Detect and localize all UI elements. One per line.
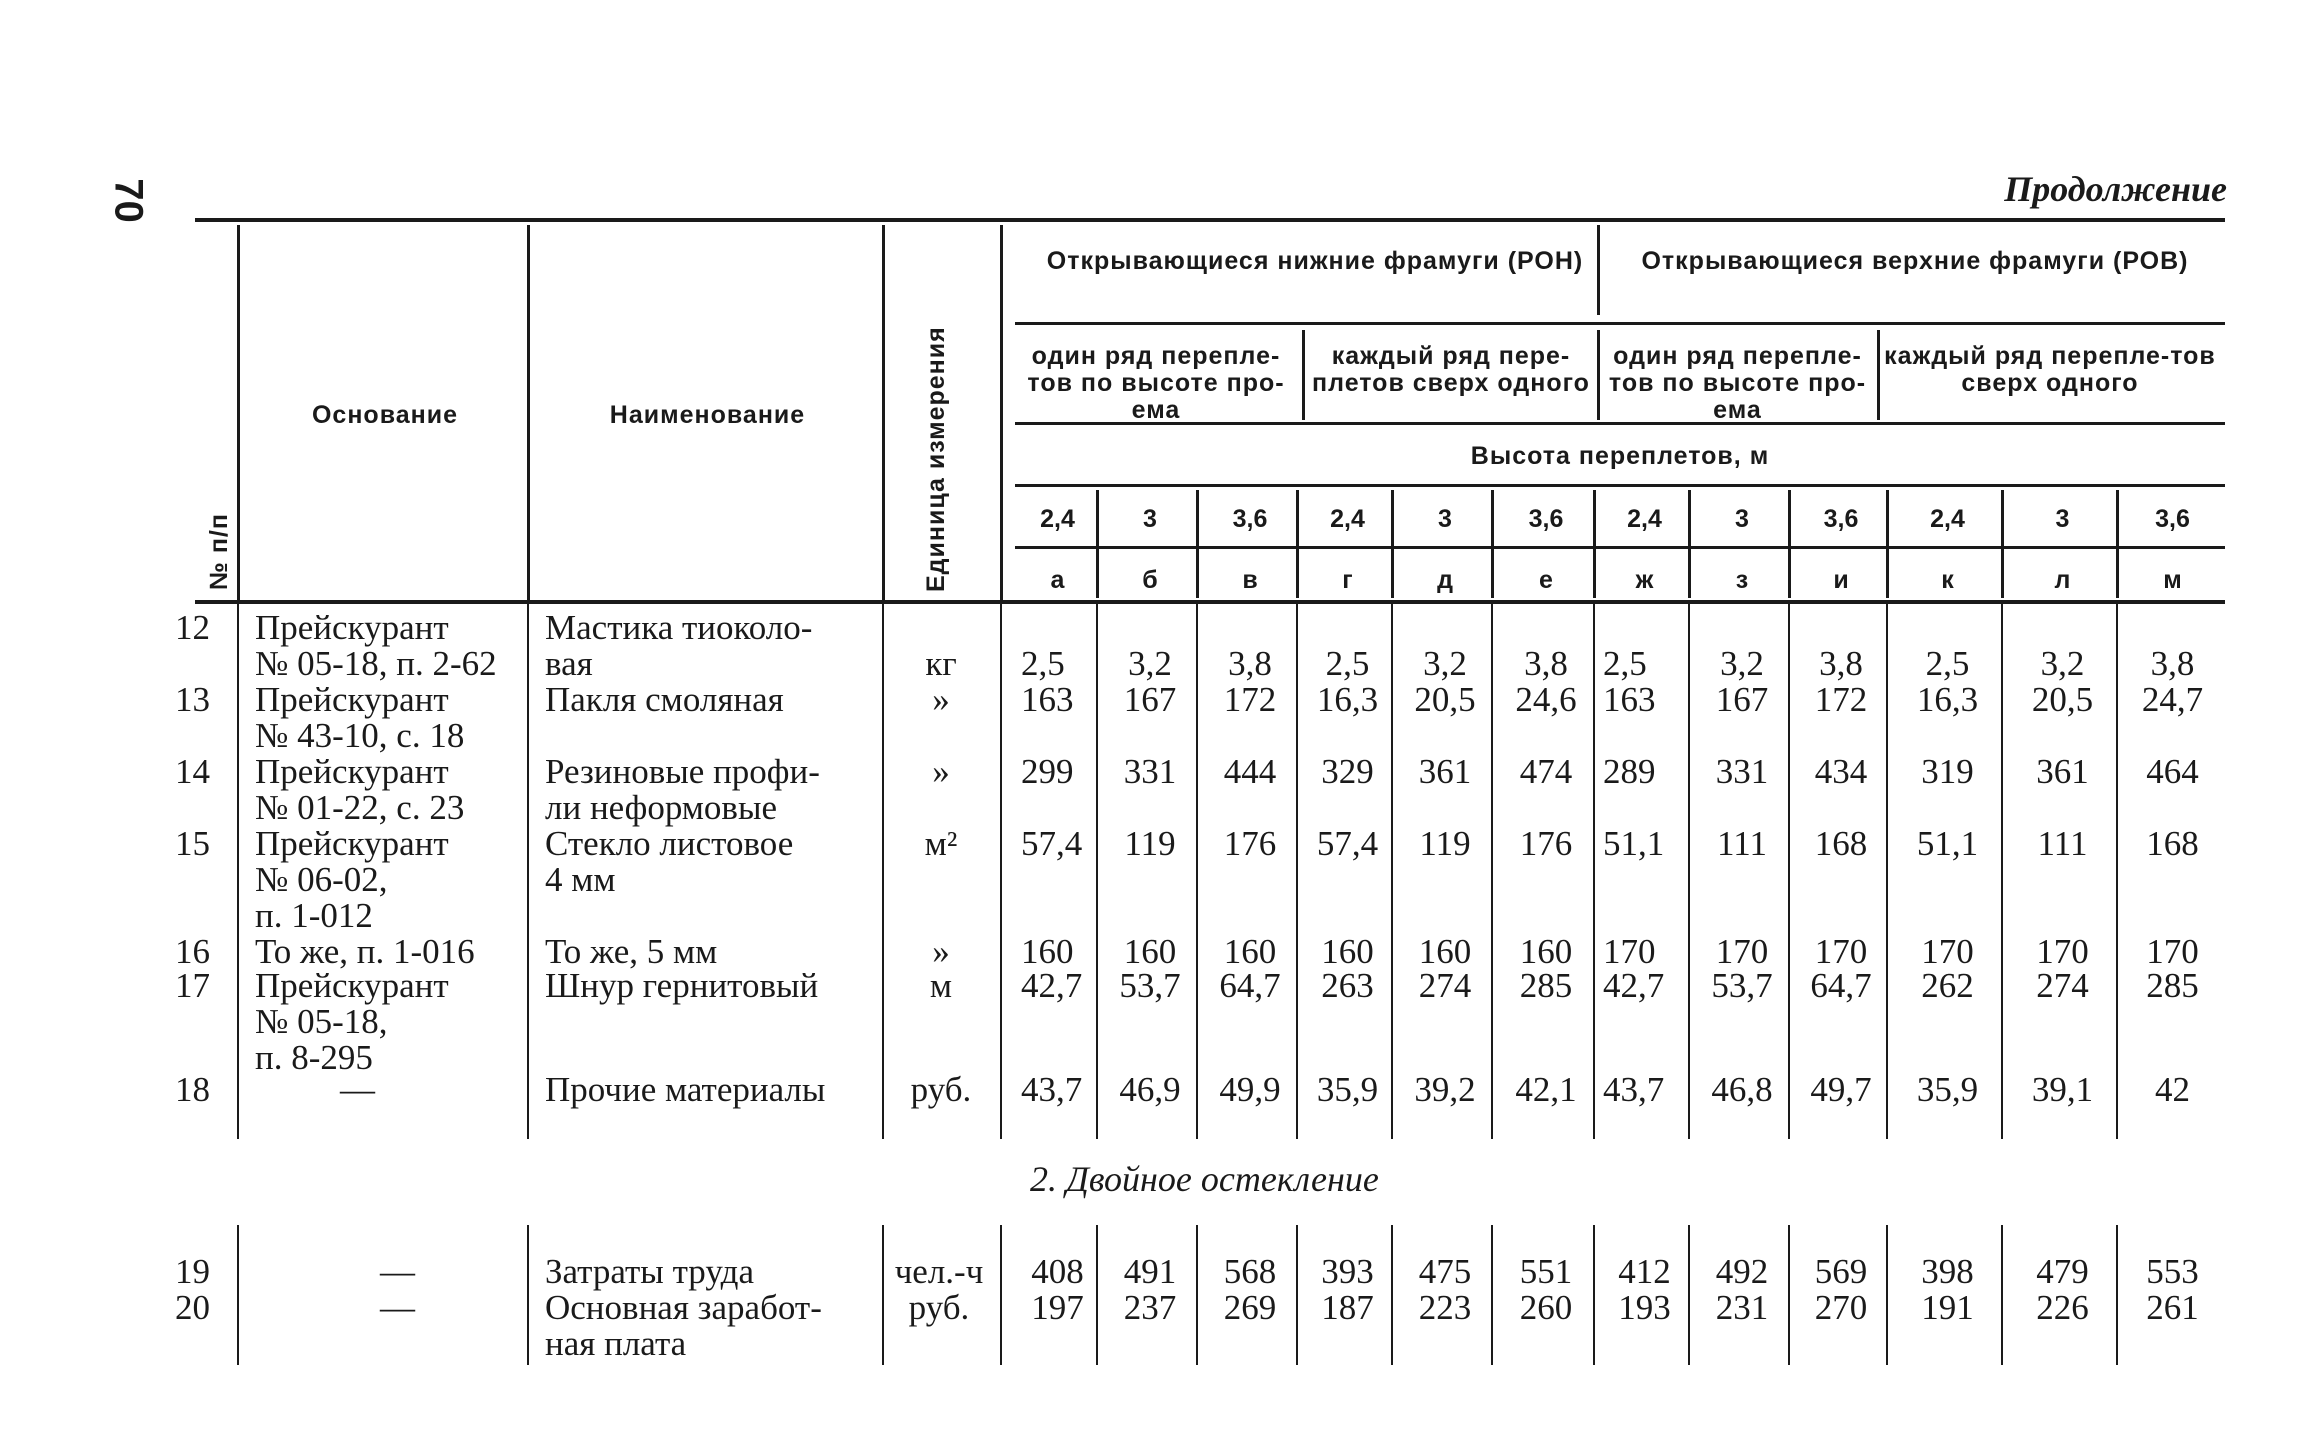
- row-unit: руб.: [908, 1288, 970, 1327]
- column-letter: и: [1833, 566, 1849, 594]
- height-label: 3: [1438, 505, 1452, 533]
- col-divider: [1593, 1225, 1595, 1365]
- col-divider: [1196, 1225, 1198, 1365]
- row-value: 64,7: [1810, 966, 1872, 1005]
- header-bottom-rule: [195, 600, 2225, 604]
- row-value: 24,7: [2141, 680, 2204, 719]
- row-number: 12: [175, 608, 210, 647]
- row-name: Прочие материалы: [545, 1070, 826, 1109]
- row-value: 197: [1031, 1288, 1084, 1327]
- height-label: 2,4: [1040, 505, 1075, 533]
- row-value: 170: [2036, 932, 2089, 971]
- column-letter: б: [1142, 566, 1158, 594]
- col-divider: [1296, 1225, 1298, 1365]
- row-name: Шнур гернитовый: [545, 966, 819, 1005]
- row-value: 16,3: [1916, 680, 1979, 719]
- row-value: 274: [1418, 966, 1472, 1005]
- row-basis: Прейскурант: [255, 608, 449, 647]
- column-letter: в: [1242, 566, 1258, 594]
- col-divider: [2001, 604, 2003, 1139]
- height-label: 3,6: [1823, 505, 1859, 533]
- row-value: 398: [1921, 1252, 1974, 1291]
- row-name: ли неформовые: [545, 788, 778, 827]
- row-unit: руб.: [910, 1070, 972, 1109]
- row-value: 170: [1921, 932, 1974, 971]
- row-value: 64,7: [1219, 966, 1281, 1005]
- row-value: 160: [1321, 932, 1374, 971]
- col-divider: [1688, 1225, 1690, 1365]
- col-divider: [1302, 330, 1305, 420]
- row-unit: »: [932, 680, 950, 719]
- column-letter: к: [1941, 566, 1954, 594]
- row-name: Резиновые профи-: [545, 752, 820, 791]
- row-unit: чел.-ч: [894, 1252, 984, 1291]
- col-divider: [1491, 1225, 1493, 1365]
- row-value: 319: [1921, 752, 1974, 791]
- row-value: 412: [1618, 1252, 1671, 1291]
- row-value: 331: [1123, 752, 1177, 791]
- row-value: 285: [1519, 966, 1573, 1005]
- col-divider: [1391, 490, 1394, 598]
- group-rule: [1015, 322, 2225, 325]
- section-title: 2. Двойное остекление: [1030, 1159, 1379, 1199]
- col-divider: [1196, 604, 1198, 1139]
- row-value: 3,8: [1524, 644, 1568, 683]
- header-name: Наименование: [609, 401, 806, 429]
- row-number: 15: [175, 824, 210, 863]
- row-name: Пакля смоляная: [545, 680, 784, 719]
- row-value: 24,6: [1515, 680, 1577, 719]
- table-top-rule: [195, 218, 2225, 222]
- row-value: 270: [1814, 1288, 1868, 1327]
- row-name: Стекло листовое: [545, 824, 794, 863]
- row-value: 163: [1603, 680, 1656, 719]
- row-value: 393: [1321, 1252, 1374, 1291]
- col-divider: [1688, 490, 1691, 598]
- row-basis: № 05-18,: [255, 1002, 388, 1041]
- row-value: 20,5: [2031, 680, 2094, 719]
- row-number: 18: [175, 1070, 210, 1109]
- row-value: 237: [1123, 1288, 1177, 1327]
- row-value: 569: [1814, 1252, 1868, 1291]
- continuation-label: Продолжение: [2004, 169, 2227, 209]
- row-value: 170: [2146, 932, 2199, 971]
- col-divider: [1096, 490, 1099, 598]
- row-value: 49,7: [1810, 1070, 1872, 1109]
- row-value: 160: [1519, 932, 1573, 971]
- col-divider: [1886, 1225, 1888, 1365]
- row-value: 160: [1123, 932, 1177, 971]
- col-divider: [237, 604, 239, 1139]
- row-number: 17: [175, 966, 210, 1005]
- col-divider: [1491, 490, 1494, 598]
- row-basis: Прейскурант: [255, 966, 449, 1005]
- row-value: 187: [1321, 1288, 1374, 1327]
- row-value: 35,9: [1916, 1070, 1979, 1109]
- row-unit: »: [932, 752, 950, 791]
- col-divider: [1597, 225, 1600, 315]
- row-name: Основная заработ-: [545, 1288, 822, 1327]
- col-divider: [2001, 1225, 2003, 1365]
- row-value: 35,9: [1316, 1070, 1379, 1109]
- col-divider: [1096, 604, 1098, 1139]
- row-value: 553: [2146, 1252, 2199, 1291]
- header-unit: Единица измерения: [922, 326, 950, 592]
- row-name: 4 мм: [545, 860, 616, 899]
- row-value: 361: [1418, 752, 1472, 791]
- col-divider: [1000, 225, 1003, 600]
- row-value: 172: [1814, 680, 1868, 719]
- column-letter: л: [2054, 566, 2071, 594]
- col-divider: [1688, 604, 1690, 1139]
- row-basis: № 01-22, с. 23: [255, 788, 465, 827]
- row-value: 289: [1603, 752, 1656, 791]
- row-unit: »: [932, 932, 950, 971]
- row-value: 329: [1321, 752, 1374, 791]
- row-value: 3,2: [1720, 644, 1764, 683]
- header-sub3: один ряд перепле-тов по высоте про-ема: [1608, 342, 1867, 424]
- row-value: 492: [1715, 1252, 1769, 1291]
- row-value: 3,8: [1819, 644, 1863, 683]
- row-value: 3,2: [1128, 644, 1172, 683]
- row-value: 262: [1921, 966, 1974, 1005]
- row-basis: № 05-18, п. 2-62: [255, 644, 497, 683]
- col-divider: [237, 225, 240, 600]
- col-divider: [1886, 604, 1888, 1139]
- row-value: 299: [1021, 752, 1074, 791]
- row-value: 191: [1921, 1288, 1974, 1327]
- col-divider: [882, 604, 884, 1139]
- row-value: 42: [2155, 1070, 2190, 1109]
- row-value: 172: [1223, 680, 1277, 719]
- row-value: 170: [1814, 932, 1868, 971]
- row-name: То же, 5 мм: [545, 932, 718, 971]
- row-number: 13: [175, 680, 210, 719]
- column-letter: ж: [1635, 566, 1654, 594]
- row-value: 361: [2036, 752, 2089, 791]
- row-value: 163: [1021, 680, 1074, 719]
- row-value: 53,7: [1119, 966, 1181, 1005]
- row-basis: п. 1-012: [255, 896, 373, 935]
- row-value: 226: [2036, 1288, 2089, 1327]
- row-value: 51,1: [1603, 824, 1665, 863]
- row-basis: То же, п. 1-016: [255, 932, 475, 971]
- col-divider: [1593, 604, 1595, 1139]
- row-value: 261: [2146, 1288, 2199, 1327]
- row-name: Мастика тиоколо-: [545, 608, 813, 647]
- row-value: 274: [2036, 966, 2089, 1005]
- header-sub1: один ряд перепле-тов по высоте про-ема: [1027, 342, 1285, 424]
- row-value: 43,7: [1603, 1070, 1665, 1109]
- header-sub2: каждый ряд пере-плетов сверх одного: [1312, 342, 1590, 397]
- col-divider: [882, 225, 885, 600]
- row-value: 285: [2146, 966, 2199, 1005]
- row-unit: м²: [924, 824, 958, 863]
- col-divider: [1788, 490, 1791, 598]
- row-value: 46,8: [1711, 1070, 1773, 1109]
- row-value: 260: [1519, 1288, 1573, 1327]
- row-value: 176: [1223, 824, 1277, 863]
- row-value: 491: [1123, 1252, 1177, 1291]
- row-unit: кг: [925, 644, 957, 683]
- height-label: 3,6: [1528, 505, 1564, 533]
- height-rule: [1015, 484, 2225, 487]
- row-value: 42,1: [1515, 1070, 1577, 1109]
- row-value: 160: [1418, 932, 1472, 971]
- col-divider: [1491, 604, 1493, 1139]
- row-value: 39,2: [1414, 1070, 1476, 1109]
- row-value: 49,9: [1219, 1070, 1281, 1109]
- header-group-roh: Открывающиеся нижние фрамуги (РОН): [1046, 247, 1584, 275]
- row-basis: —: [380, 1252, 415, 1291]
- col-divider: [237, 1225, 239, 1365]
- col-divider: [1000, 604, 1002, 1139]
- row-value: 53,7: [1711, 966, 1773, 1005]
- row-value: 16,3: [1316, 680, 1379, 719]
- col-divider: [527, 1225, 529, 1365]
- col-divider: [2116, 1225, 2118, 1365]
- height-label: 3: [1735, 505, 1749, 533]
- row-value: 3,8: [1228, 644, 1272, 683]
- row-value: 20,5: [1414, 680, 1476, 719]
- row-unit: м: [929, 966, 953, 1005]
- header-sub4: каждый ряд перепле-тов сверх одного: [1884, 342, 2216, 397]
- column-letter: д: [1437, 566, 1453, 594]
- row-name: вая: [545, 644, 593, 683]
- row-value: 167: [1715, 680, 1769, 719]
- col-divider: [2116, 490, 2119, 598]
- row-name: Затраты труда: [545, 1252, 754, 1291]
- row-value: 193: [1618, 1288, 1671, 1327]
- row-number: 20: [175, 1288, 210, 1327]
- col-divider: [1000, 1225, 1002, 1365]
- height-label: 3: [1143, 505, 1157, 533]
- row-value: 331: [1715, 752, 1769, 791]
- row-value: 111: [1717, 824, 1767, 863]
- row-basis: п. 8-295: [255, 1038, 373, 1077]
- col-divider: [1296, 490, 1299, 598]
- row-number: 16: [175, 932, 210, 971]
- height-label: 3,6: [2155, 505, 2190, 533]
- row-basis: № 43-10, с. 18: [255, 716, 465, 755]
- row-value: 119: [1419, 824, 1471, 863]
- row-number: 14: [175, 752, 210, 791]
- row-value: 568: [1223, 1252, 1277, 1291]
- col-divider: [527, 604, 529, 1139]
- row-basis: Прейскурант: [255, 680, 449, 719]
- row-value: 160: [1021, 932, 1074, 971]
- height-label: 2,4: [1930, 505, 1965, 533]
- row-value: 160: [1223, 932, 1277, 971]
- row-value: 3,2: [2040, 644, 2085, 683]
- row-value: 168: [2146, 824, 2199, 863]
- column-letter: з: [1735, 566, 1749, 594]
- row-name: ная плата: [545, 1324, 687, 1363]
- col-divider: [1886, 490, 1889, 598]
- row-value: 551: [1519, 1252, 1573, 1291]
- row-value: 57,4: [1316, 824, 1379, 863]
- row-value: 269: [1223, 1288, 1277, 1327]
- col-divider: [1096, 1225, 1098, 1365]
- column-letter: а: [1050, 566, 1065, 594]
- header-num: № п/п: [205, 513, 233, 590]
- row-value: 167: [1123, 680, 1177, 719]
- col-divider: [2116, 604, 2118, 1139]
- height-label: 2,4: [1627, 505, 1662, 533]
- col-divider: [1391, 604, 1393, 1139]
- row-value: 2,5: [1925, 644, 1970, 683]
- row-value: 51,1: [1916, 824, 1979, 863]
- col-divider: [1391, 1225, 1393, 1365]
- column-letter: м: [2163, 566, 2182, 594]
- row-value: 2,5: [1325, 644, 1370, 683]
- row-value: 464: [2146, 752, 2199, 791]
- col-divider: [1296, 604, 1298, 1139]
- height-label: 2,4: [1330, 505, 1365, 533]
- col-divider: [1788, 604, 1790, 1139]
- row-value: 3,8: [2150, 644, 2195, 683]
- row-value: 119: [1124, 824, 1176, 863]
- header-basis: Основание: [311, 401, 459, 429]
- row-basis: —: [340, 1070, 375, 1109]
- col-divider: [527, 225, 530, 600]
- row-value: 168: [1814, 824, 1868, 863]
- page-number: 70: [106, 178, 151, 223]
- row-value: 2,5: [1021, 644, 1065, 683]
- col-divider: [1196, 490, 1199, 598]
- row-value: 223: [1418, 1288, 1472, 1327]
- row-value: 42,7: [1603, 966, 1665, 1005]
- row-value: 57,4: [1021, 824, 1083, 863]
- header-height: Высота переплетов, м: [1470, 442, 1770, 470]
- row-value: 42,7: [1021, 966, 1083, 1005]
- row-value: 474: [1519, 752, 1573, 791]
- row-value: 39,1: [2031, 1070, 2094, 1109]
- row-value: 170: [1603, 932, 1656, 971]
- row-value: 444: [1223, 752, 1277, 791]
- row-number: 19: [175, 1252, 210, 1291]
- row-basis: —: [380, 1288, 415, 1327]
- row-value: 2,5: [1603, 644, 1647, 683]
- col-divider: [2001, 490, 2004, 598]
- height-label: 3: [2055, 505, 2070, 533]
- row-value: 475: [1418, 1252, 1472, 1291]
- row-value: 263: [1321, 966, 1374, 1005]
- col-divider: [1788, 1225, 1790, 1365]
- height-label: 3,6: [1232, 505, 1268, 533]
- row-value: 3,2: [1423, 644, 1467, 683]
- header-group-rov: Открывающиеся верхние фрамуги (РОВ): [1641, 247, 2189, 275]
- column-letter: е: [1539, 566, 1553, 594]
- row-value: 434: [1814, 752, 1868, 791]
- row-value: 170: [1715, 932, 1769, 971]
- row-value: 231: [1715, 1288, 1769, 1327]
- row-basis: Прейскурант: [255, 824, 449, 863]
- column-letter: г: [1342, 566, 1353, 594]
- row-basis: Прейскурант: [255, 752, 449, 791]
- row-value: 46,9: [1119, 1070, 1181, 1109]
- col-divider: [1593, 490, 1596, 598]
- row-value: 176: [1519, 824, 1573, 863]
- row-value: 43,7: [1021, 1070, 1083, 1109]
- row-basis: № 06-02,: [255, 860, 388, 899]
- row-value: 479: [2036, 1252, 2089, 1291]
- row-value: 408: [1031, 1252, 1084, 1291]
- row-value: 111: [2037, 824, 2088, 863]
